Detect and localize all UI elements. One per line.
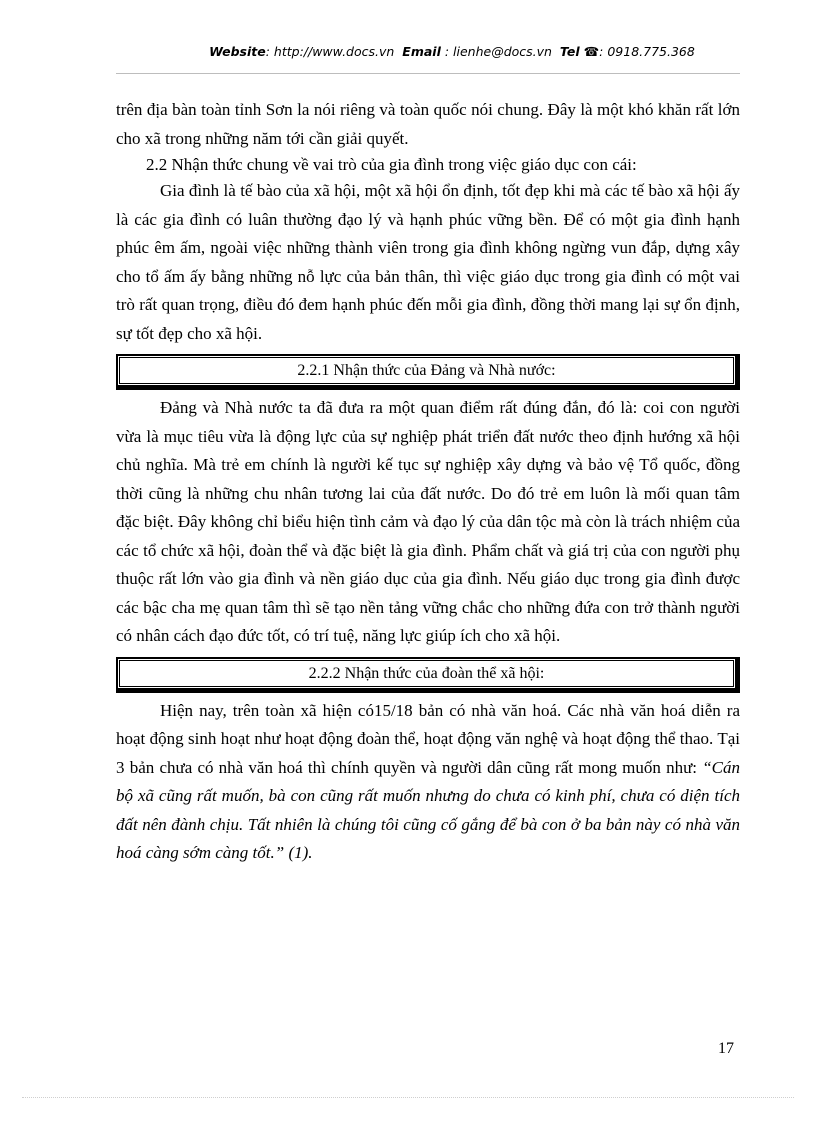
quoted-statement: “Cán bộ xã cũng rất muốn, bà con cũng rất muốn nhưng do chưa có kinh phí, chưa có diện tích đất nên đành chịu. Tất nhiên là chúng tôi cũng cố gắng để bà con ở ba bản này có nhà văn hoá càng sớm càng tốt.” (1). <box>116 757 740 862</box>
document-body <box>116 96 740 868</box>
heading-box-2-2-1 <box>116 354 740 390</box>
email-label: Email <box>402 44 441 59</box>
paragraph-family-role: Gia đình là tế bào của xã hội, một xã hội ổn định, tốt đẹp khi mà các tế bào xã hội ấy là các gia đình có luân thường đạo lý và hạnh phúc vững bền. Để có một gia đình hạnh phúc êm ấm, ngoài việc những thành viên trong gia đình không ngừng vun đắp, dựng xây cho tổ ấm ấy bằng những nỗ lực của bản thân, thì việc giáo dục trong gia đình có một vai trò rất quan trọng, điều đó đem hạnh phúc đến mỗi gia đình, đồng thời mang lại sự ổn định, sự tốt đẹp cho xã hội. <box>116 181 740 343</box>
heading-box-2-2-2 <box>116 657 740 693</box>
page-number: 17 <box>718 1040 734 1057</box>
paragraph-continuation: trên địa bàn toàn tỉnh Sơn la nói riêng và toàn quốc nói chung. Đây là một khó khăn rất lớn cho xã trong những năm tới cần giải quyết. <box>116 100 740 148</box>
website-label: Website <box>209 44 266 59</box>
website-value: : http://www.docs.vn <box>265 44 395 59</box>
email-value: : lienhe@docs.vn <box>444 44 552 59</box>
header-divider <box>116 73 740 74</box>
paragraph-text: Hiện nay, trên toàn xã hiện có15/18 bản có nhà văn hoá. Các nhà văn hoá diễn ra hoạt động sinh hoạt như hoạt động đoàn thể, hoạt động văn nghệ và hoạt động thể thao. Tại 3 bản chưa có nhà văn hoá thì chính quyền và người dân cũng rất mong muốn như: <box>116 700 740 777</box>
page-header <box>116 44 788 59</box>
heading-2-2-1: 2.2.1 Nhận thức của Đảng và Nhà nước: <box>119 357 734 384</box>
paragraph-party-state: Đảng và Nhà nước ta đã đưa ra một quan điểm rất đúng đắn, đó là: coi con người vừa là mục tiêu vừa là động lực của sự nghiệp phát triển đất nước theo định hướng xã hội chủ nghĩa. Mà trẻ em chính là người kế tục sự nghiệp xây dựng và bảo vệ Tổ quốc, đồng thời cũng là những chu nhân tương lai của đất nước. Do đó trẻ em luôn là mối quan tâm đặc biệt. Đây không chỉ biểu hiện tình cảm và đạo lý của dân tộc mà còn là trách nhiệm của các tổ chức xã hội, đoàn thể và đặc biệt là gia đình. Phẩm chất và giá trị của con người phụ thuộc rất lớn vào gia đình và nền giáo dục của gia đình. Nếu giáo dục trong gia đình được các bậc cha mẹ quan tâm thì sẽ tạo nền tảng vững chắc cho những đứa con trở thành người có nhân cách đạo đức tốt, có trí tuệ, năng lực giúp ích cho xã hội. <box>116 398 740 645</box>
phone-icon: ☎ <box>583 44 600 59</box>
section-heading-2-2: 2.2 Nhận thức chung về vai trò của gia đình trong việc giáo dục con cái: <box>146 155 637 174</box>
footer-divider <box>22 1097 794 1098</box>
tel-label: Tel <box>559 44 580 59</box>
paragraph-social-organizations <box>116 697 740 868</box>
tel-value: : 0918.775.368 <box>599 44 695 59</box>
heading-2-2-2: 2.2.2 Nhận thức của đoàn thể xã hội: <box>119 660 734 687</box>
